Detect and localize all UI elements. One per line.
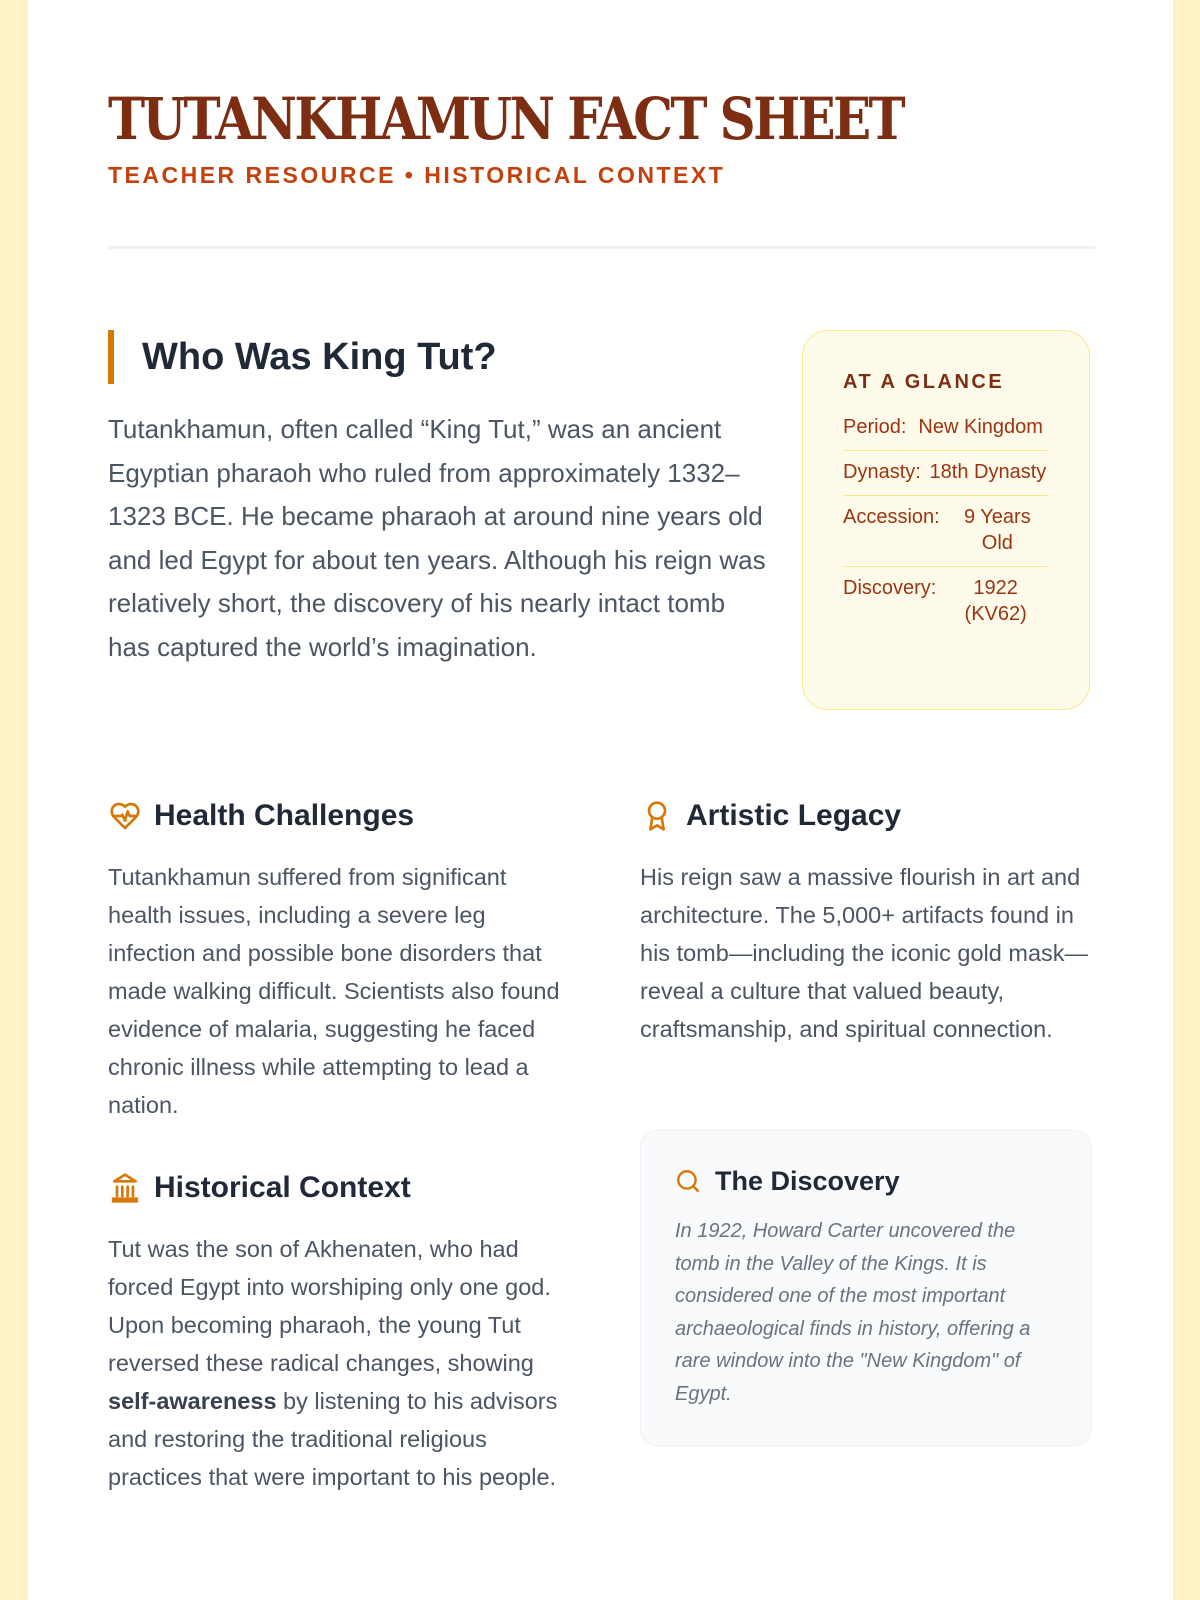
- glance-row-accession: [843, 496, 1049, 567]
- discovery-heading: The Discovery: [715, 1166, 900, 1196]
- health-body: Tutankhamun suffered from significant health issues, including a severe leg infection and possible bone disorders that made walking difficult. Scientists also found evidence of malaria, suggesting he faced chronic illness while attempting to lead a nation.: [108, 864, 560, 1118]
- intro-heading: Who Was King Tut?: [108, 330, 768, 384]
- discovery-callout: [640, 1130, 1092, 1446]
- page-header: [108, 85, 1095, 189]
- glance-row-discovery: [843, 567, 1049, 637]
- page-subtitle: TEACHER RESOURCE • HISTORICAL CONTEXT: [108, 162, 726, 188]
- heart-pulse-icon: [108, 799, 142, 833]
- glance-value: 1922 (KV62): [964, 577, 1027, 625]
- page-title: TUTANKHAMUN FACT SHEET: [108, 85, 904, 153]
- landmark-icon: [108, 1171, 142, 1205]
- glance-label: Discovery:: [843, 577, 937, 599]
- discovery-body: In 1922, Howard Carter uncovered the tomb in the Valley of the Kings. It is considered one of the most important archaeological finds in history, offering a rare window into the "New Kingdom" of Egypt.: [675, 1220, 1031, 1405]
- intro-body: Tutankhamun, often called “King Tut,” was an ancient Egyptian pharaoh who ruled from approximately 1332–1323 BCE. He became pharaoh at around nine years old and led Egypt for about ten years. Although his reign was relatively short, the discovery of his nearly intact tomb has captured the world’s imagination.: [108, 414, 766, 662]
- glance-title: AT A GLANCE: [843, 371, 1005, 393]
- history-heading: Historical Context: [154, 1171, 411, 1204]
- discovery-heading-row: [675, 1161, 1057, 1201]
- at-a-glance-card: [802, 330, 1090, 710]
- history-body-text: by listening to his advisors and restoring the traditional religious practices that were important to his people.: [108, 1388, 558, 1490]
- history-section: [108, 1168, 568, 1496]
- legacy-heading: Artistic Legacy: [686, 799, 902, 832]
- award-ribbon-icon: [640, 799, 674, 833]
- history-heading-row: [108, 1168, 568, 1208]
- legacy-heading-row: [640, 796, 1092, 836]
- glance-label: Accession:: [843, 506, 940, 528]
- health-heading: Health Challenges: [154, 799, 415, 832]
- history-body: [108, 1230, 568, 1496]
- history-body-text: Tut was the son of Akhenaten, who had forced Egypt into worshiping only one god. Upon becoming pharaoh, the young Tut reversed these radical changes, showing: [108, 1236, 551, 1376]
- history-body-emphasis: self-awareness: [108, 1388, 277, 1414]
- glance-row-period: [843, 406, 1049, 451]
- glance-row-dynasty: [843, 451, 1049, 496]
- health-heading-row: [108, 796, 568, 836]
- legacy-body: His reign saw a massive flourish in art and architecture. The 5,000+ artifacts found in his tomb—including the iconic gold mask—reveal a culture that valued beauty, craftsmanship, and spiritual connection.: [640, 864, 1089, 1042]
- glance-label: Dynasty:: [843, 461, 921, 483]
- glance-label: Period:: [843, 416, 907, 438]
- legacy-section: [640, 796, 1092, 1048]
- intro-section: [108, 330, 768, 669]
- fact-sheet-page: [28, 0, 1173, 1600]
- glance-value: 9 Years Old: [963, 506, 1031, 554]
- glance-value: New Kingdom: [918, 416, 1043, 438]
- health-section: [108, 796, 568, 1124]
- search-icon: [675, 1167, 703, 1195]
- glance-value: 18th Dynasty: [929, 461, 1047, 483]
- header-divider: [108, 246, 1095, 249]
